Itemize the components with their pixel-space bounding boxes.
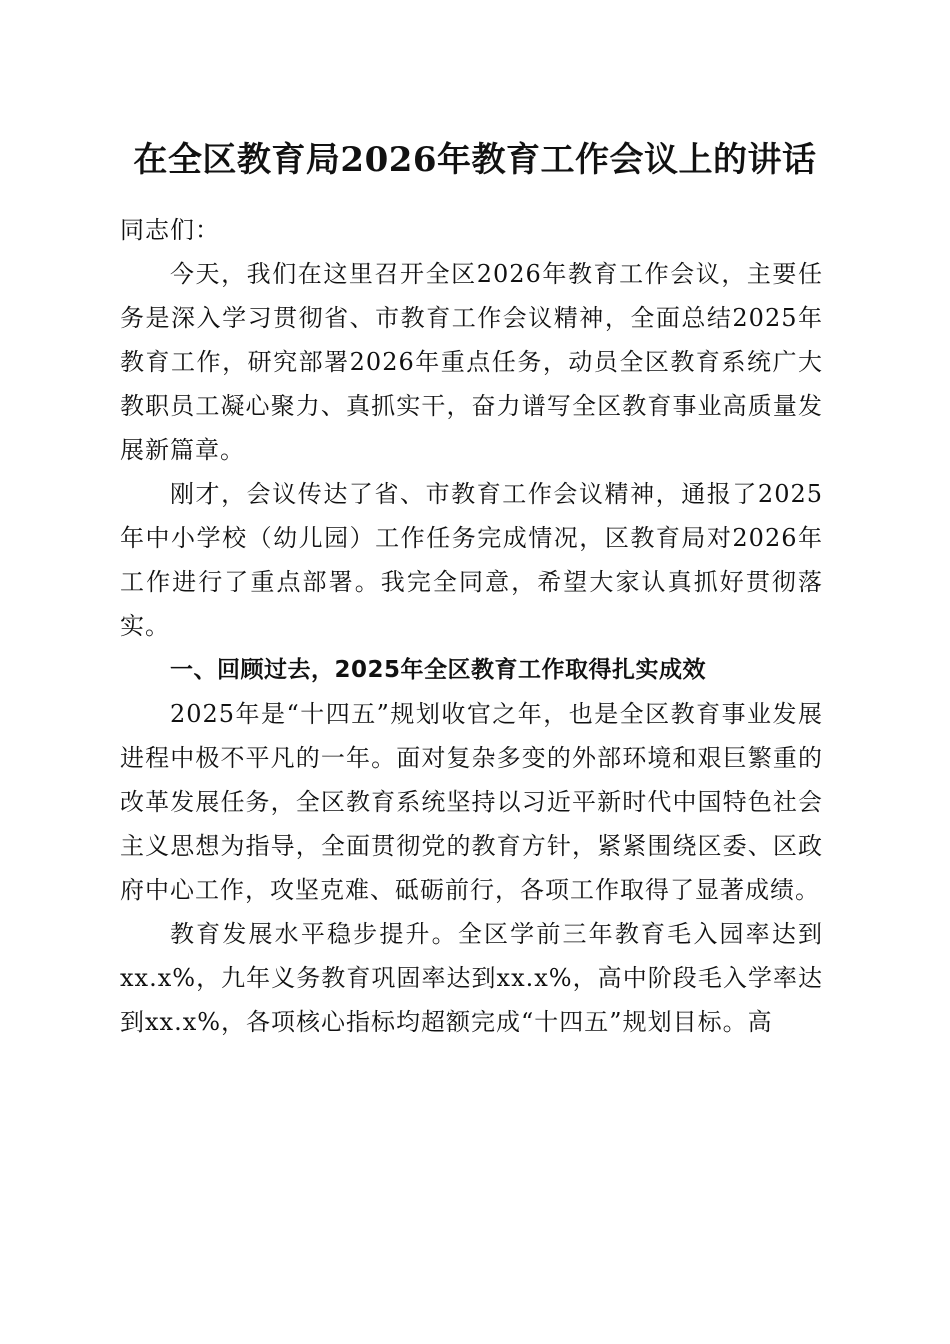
section-heading: 一、回顾过去，2025年全区教育工作取得扎实成效	[170, 657, 707, 683]
paragraph-agreement: 刚才，会议传达了省、市教育工作会议精神，通报了2025年中小学校（幼儿园）工作任务完成情况，区教育局对2026年工作进行了重点部署。我完全同意，希望大家认真抓好贯彻落实。	[120, 480, 823, 640]
salutation: 同志们：	[120, 216, 220, 244]
document-body	[120, 208, 823, 1044]
paragraph-opening: 今天，我们在这里召开全区2026年教育工作会议，主要任务是深入学习贯彻省、市教育工作会议精神，全面总结2025年教育工作，研究部署2026年重点任务，动员全区教育系统广大教职员工凝心聚力、真抓实干，奋力谱写全区教育事业高质量发展新篇章。	[120, 260, 823, 464]
paragraph-review: 2025年是“十四五”规划收官之年，也是全区教育事业发展进程中极不平凡的一年。面对复杂多变的外部环境和艰巨繁重的改革发展任务，全区教育系统坚持以习近平新时代中国特色社会主义思想为指导，全面贯彻党的教育方针，紧紧围绕区委、区政府中心工作，攻坚克难、砥砺前行，各项工作取得了显著成绩。	[120, 700, 823, 904]
document-title: 在全区教育局2026年教育工作会议上的讲话	[133, 140, 817, 180]
paragraph-development-level: 教育发展水平稳步提升。全区学前三年教育毛入园率达到xx.x%，九年义务教育巩固率达到xx.x%，高中阶段毛入学率达到xx.x%，各项核心指标均超额完成“十四五”规划目标。高	[120, 920, 823, 1036]
